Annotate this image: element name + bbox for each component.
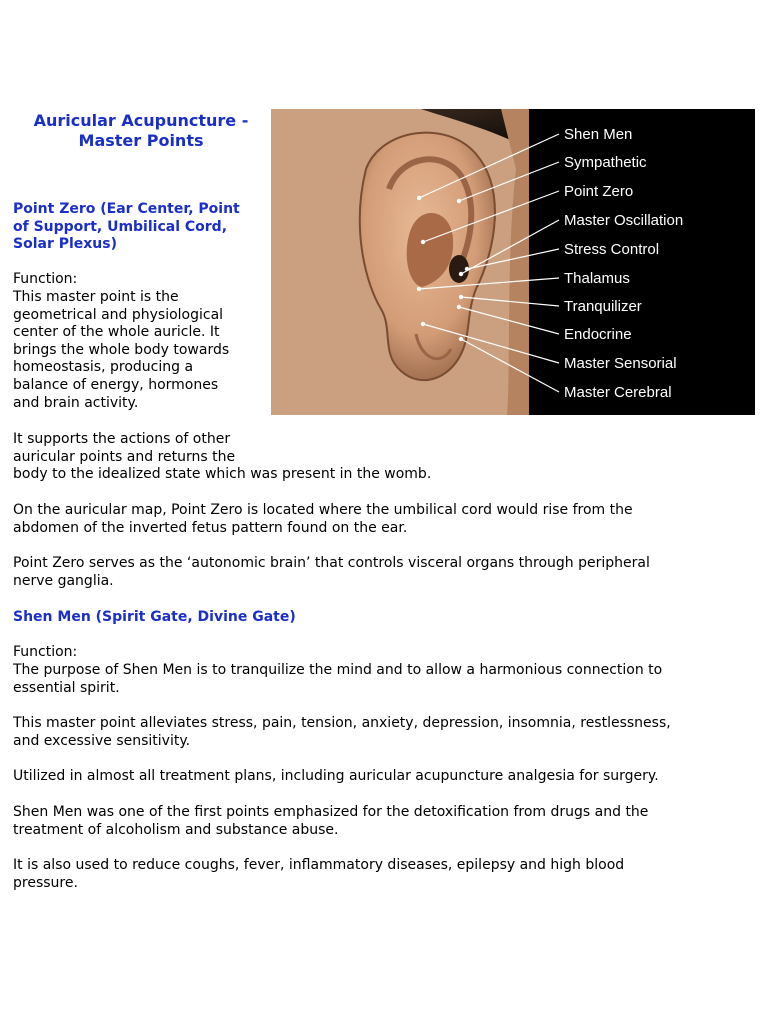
acupoint-marker bbox=[459, 272, 463, 276]
title-line-2: Master Points bbox=[78, 131, 204, 150]
diagram-label: Endocrine bbox=[564, 326, 632, 343]
diagram-label: Point Zero bbox=[564, 183, 634, 200]
diagram-label: Master Cerebral bbox=[564, 384, 672, 401]
acupoint-marker bbox=[421, 322, 425, 326]
diagram-label: Stress Control bbox=[564, 241, 660, 258]
point-zero-paragraph-1: This master point is the geometrical and physiological center of the whole auricle. It brings the whole body towards homeostasis, producing a balance of energy, hormones and brain activity. bbox=[13, 289, 230, 411]
diagram-label: Sympathetic bbox=[564, 154, 647, 171]
point-zero-paragraph-2: It supports the actions of other auricular points and returns the body to the idealized state which was present in the womb. bbox=[13, 431, 432, 483]
point-zero-heading: Point Zero (Ear Center, Point of Support, Umbilical Cord, Solar Plexus) bbox=[13, 201, 240, 252]
shen-men-paragraph-5: It is also used to reduce coughs, fever, inflammatory diseases, epilepsy and high blood pressure. bbox=[13, 857, 625, 891]
acupoint-marker bbox=[459, 295, 463, 299]
shen-men-paragraph-1: The purpose of Shen Men is to tranquilize the mind and to allow a harmonious connection to essential spirit. bbox=[13, 662, 663, 696]
page-title bbox=[10, 111, 272, 151]
acupoint-marker bbox=[465, 267, 469, 271]
acupoint-marker bbox=[421, 240, 425, 244]
ear-diagram bbox=[271, 109, 755, 415]
shen-men-function-label: Function: bbox=[13, 644, 78, 660]
shen-men-paragraph-4: Shen Men was one of the first points emphasized for the detoxification from drugs and the treatment of alcoholism and substance abuse. bbox=[13, 804, 649, 838]
point-zero-paragraph-4: Point Zero serves as the ‘autonomic brain’ that controls visceral organs through peripheral nerve ganglia. bbox=[13, 555, 650, 589]
acupoint-marker bbox=[417, 287, 421, 291]
diagram-label: Thalamus bbox=[564, 270, 630, 287]
point-zero-function-label: Function: bbox=[13, 271, 78, 287]
shen-men-heading: Shen Men (Spirit Gate, Divine Gate) bbox=[13, 609, 296, 625]
shen-men-paragraph-3: Utilized in almost all treatment plans, including auricular acupuncture analgesia for surgery. bbox=[13, 768, 659, 784]
diagram-label: Master Oscillation bbox=[564, 212, 684, 229]
diagram-label: Shen Men bbox=[564, 126, 633, 143]
shen-men-paragraph-2: This master point alleviates stress, pain, tension, anxiety, depression, insomnia, restlessness, and excessive sensitivity. bbox=[13, 715, 671, 749]
point-zero-paragraph-3: On the auricular map, Point Zero is located where the umbilical cord would rise from the abdomen of the inverted fetus pattern found on the ear. bbox=[13, 502, 633, 536]
title-line-1: Auricular Acupuncture - bbox=[33, 111, 249, 130]
diagram-label: Master Sensorial bbox=[564, 355, 677, 372]
diagram-label: Tranquilizer bbox=[564, 298, 642, 315]
acupoint-marker bbox=[457, 199, 461, 203]
acupoint-marker bbox=[459, 337, 463, 341]
ear-diagram-svg bbox=[271, 109, 755, 415]
acupoint-marker bbox=[457, 305, 461, 309]
acupoint-marker bbox=[417, 196, 421, 200]
